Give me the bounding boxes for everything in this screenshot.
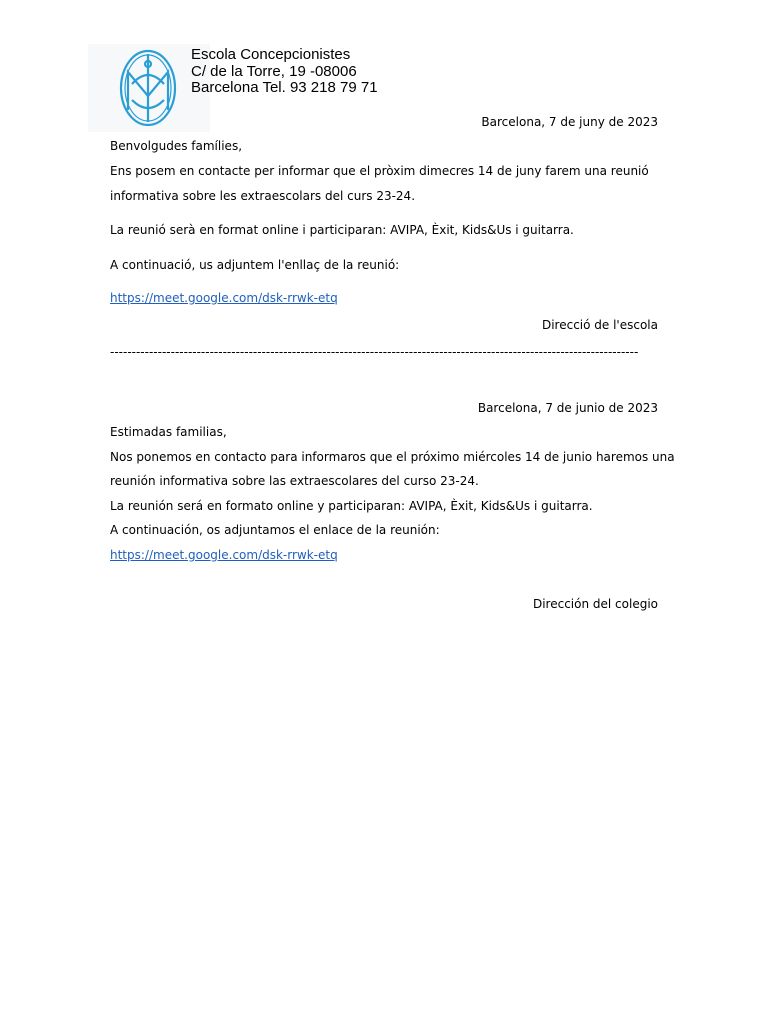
catalan-date: Barcelona, 7 de juny de 2023 [481,115,658,129]
spanish-signature: Dirección del colegio [532,597,658,611]
school-address: C/ de la Torre, 19 -08006 [191,62,357,80]
school-name: Escola Concepcionistes [191,46,351,63]
letterhead [191,47,378,97]
spanish-body-line-3: La reunión será en formato online y participaran: AVIPA, Èxit, Kids&Us i guitarra. [110,499,593,513]
catalan-body-line-1: Ens posem en contacte per informar que el pròxim dimecres 14 de juny farem una reunió [110,164,649,178]
spanish-body-line-2: reunión informativa sobre las extraescolares del curso 23-24. [110,474,479,488]
spanish-body-line-4: A continuación, os adjuntamos el enlace de la reunión: [110,523,440,537]
catalan-meeting-link[interactable]: https://meet.google.com/dsk-rrwk-etq [110,291,338,305]
catalan-body-line-2: informativa sobre les extraescolars del curs 23-24. [110,189,416,203]
catalan-body-line-3: La reunió serà en format online i participaran: AVIPA, Èxit, Kids&Us i guitarra. [110,223,574,237]
catalan-signature: Direcció de l'escola [541,318,658,332]
spanish-date: Barcelona, 7 de junio de 2023 [477,401,658,415]
catalan-greeting: Benvolgudes famílies, [110,139,243,153]
spanish-body-line-1: Nos ponemos en contacto para informaros que el próximo miércoles 14 de junio haremos una [110,450,675,464]
catalan-body-line-4: A continuació, us adjuntem l'enllaç de la reunió: [110,258,400,272]
school-city-phone: Barcelona Tel. 93 218 79 71 [191,79,378,96]
spanish-greeting: Estimadas familias, [110,425,227,439]
spanish-meeting-link[interactable]: https://meet.google.com/dsk-rrwk-etq [110,548,338,562]
section-separator: -------------------------------------------------------------------------------------------------------------------------- [110,345,639,359]
